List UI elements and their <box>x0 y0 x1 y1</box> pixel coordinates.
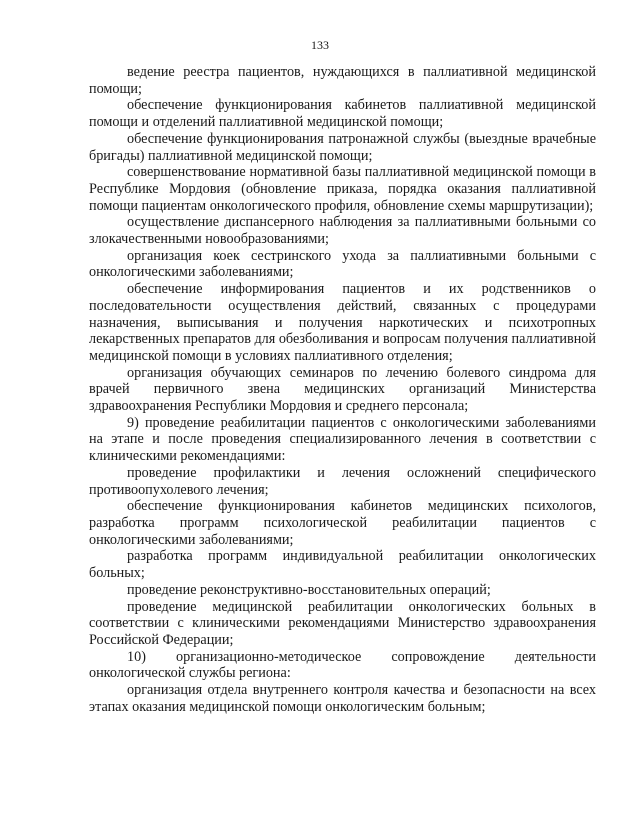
paragraph: ведение реестра пациентов, нуждающихся в паллиативной медицинской помощи; <box>89 64 596 97</box>
paragraph: проведение медицинской реабилитации онкологических больных в соответствии с клиническими рекомендациями Министерство здравоохранения Российской Федерации; <box>89 598 596 648</box>
paragraph: обеспечение функционирования патронажной службы (выездные врачебные бригады) паллиативной медицинской помощи; <box>89 130 596 164</box>
paragraph: проведение профилактики и лечения осложнений специфического противоопухолевого лечения; <box>89 464 596 498</box>
paragraph: осуществление диспансерного наблюдения за паллиативными больными со злокачественными новообразованиями; <box>89 214 596 248</box>
paragraph: разработка программ индивидуальной реабилитации онкологических больных; <box>89 548 596 582</box>
paragraph: обеспечение информирования пациентов и их родственников о последовательности осуществления действий, связанных с процедурами назначения, выписывания и получения наркотических и психотропных лекарственных препаратов для обезболивания и вопросам получения паллиативной медицинской помощи в условиях паллиативного отделения; <box>89 281 596 364</box>
paragraph: обеспечение функционирования кабинетов медицинских психологов, разработка программ психологической реабилитации пациентов с онкологическими заболеваниями; <box>89 498 596 548</box>
paragraph: проведение реконструктивно-восстановительных операций; <box>127 581 491 598</box>
body-text <box>89 64 596 715</box>
paragraph-section-9: 9) проведение реабилитации пациентов с онкологическими заболеваниями на этапе и после проведения специализированного лечения в соответствии с клиническими рекомендациями: <box>89 414 596 465</box>
paragraph: совершенствование нормативной базы паллиативной медицинской помощи в Республике Мордовия (обновление приказа, порядка оказания паллиативной помощи пациентам онкологического профиля, обновление схемы маршрутизации); <box>89 164 596 214</box>
paragraph: организация обучающих семинаров по лечению болевого синдрома для врачей первичного звена медицинских организаций Министерства здравоохранения Республики Мордовия и среднего персонала; <box>89 364 596 415</box>
paragraph: организация коек сестринского ухода за паллиативными больными с онкологическими заболеваниями; <box>89 247 596 281</box>
paragraph-section-10: 10) организационно-методическое сопровождение деятельности онкологической службы региона: <box>89 648 596 682</box>
paragraph: обеспечение функционирования кабинетов паллиативной медицинской помощи и отделений паллиативной медицинской помощи; <box>89 97 596 131</box>
paragraph: организация отдела внутреннего контроля качества и безопасности на всех этапах оказания медицинской помощи онкологическим больным; <box>89 682 596 715</box>
page-number: 133 <box>311 38 329 52</box>
